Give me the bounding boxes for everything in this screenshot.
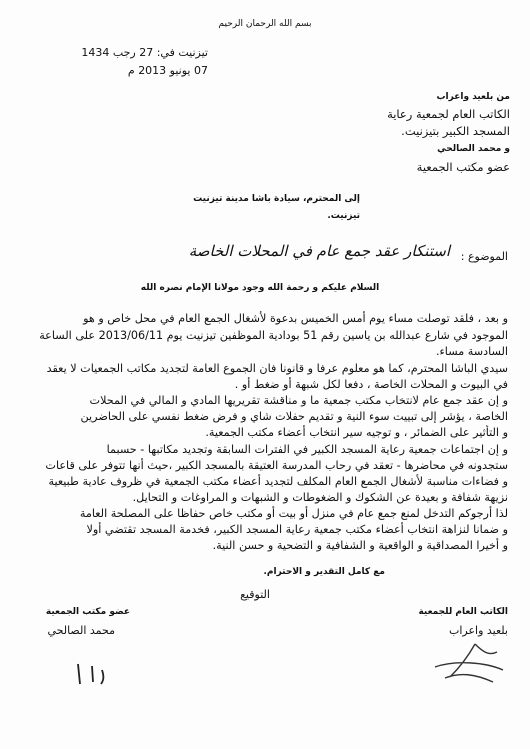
signatory-right-title: الكاتب العام للجمعية bbox=[418, 607, 508, 617]
signatory-left-name: محمد الصالحي bbox=[47, 624, 115, 637]
body-line-14: و ضمانا لنزاهة انتخاب أعضاء مكتب جمعية رعاية المسجد الكبير، فخدمة المسجد تقتضي أولا bbox=[86, 523, 508, 536]
sender-line-4: و محمد الصالحي bbox=[437, 144, 510, 154]
body-line-4: سيدي الباشا المحترم، كما هو معلوم عرفا و قانونا فان الجموع العامة لتجديد مكاتب الجمعيات لا يعقد bbox=[46, 362, 508, 375]
left-signature bbox=[68, 660, 118, 688]
date-gregorian: 07 يونيو 2013 م bbox=[127, 64, 208, 77]
body-line-6: و إن عقد جمع عام لانتخاب مكتب جمعية ما و مناقشة تقريريها المادي و المالي في المحلات bbox=[89, 394, 508, 407]
body-line-15: و أخيرا المصداقية و الواقعية و الشفافية و التضحية و حسن النية. bbox=[212, 539, 508, 552]
body-line-7: الخاصة ، يؤشر إلى تبييت سوء النية و تقديم حفلات شاي و فرض ضغط نفسي على الحاضرين bbox=[80, 410, 508, 423]
recipient-line-1: إلى المحترم، سيادة باشا مدينة تيزنيت bbox=[193, 194, 360, 204]
body-line-10: ستجدونه في محاضرها - تعقد في رحاب المدرسة العتيقة بالمسجد الكبير ،حيث أنها تتوفر على قاعات bbox=[45, 459, 508, 472]
sender-line-2: الكاتب العام لجمعية رعاية bbox=[387, 107, 510, 121]
sender-line-3: المسجد الكبير بتيزنيت. bbox=[401, 124, 510, 138]
signatory-left-title: عضو مكتب الجمعية bbox=[45, 607, 130, 617]
body-line-11: و فضاءات مناسبة لأشغال الجمع العام المكلف لتجديد أعضاء مكتب الجمعية في ظروف عادية طبيعية bbox=[48, 475, 508, 488]
subject-text: استنكار عقد جمع عام في المحلات الخاصة bbox=[188, 242, 450, 260]
sender-line-5: عضو مكتب الجمعية bbox=[416, 160, 510, 174]
body-line-1: و بعد ، فلقد توصلت مساء يوم أمس الخميس بدعوة لأشغال الجمع العام في محل خاص و هو bbox=[83, 312, 508, 325]
signatory-right-name: بلعيد واعراب bbox=[448, 624, 508, 637]
body-line-9: و إن اجتماعات جمعية رعاية المسجد الكبير في الفترات السابقة وتجديد مكاتبها - حسبما bbox=[106, 443, 508, 456]
recipient-line-2: تيزنيت. bbox=[327, 211, 360, 221]
salutation: السلام عليكم و رحمة الله وجود مولانا الإمام نصره الله bbox=[140, 283, 380, 293]
body-line-2: الموجود في شارع عبدالله بن ياسين رقم 51 بودادية الموظفين تيزنيت يوم 2013/06/11 على الساعة bbox=[39, 329, 508, 342]
body-line-3: السادسة مساء. bbox=[435, 345, 508, 358]
sender-line-1: من بلعيد واعراب bbox=[436, 92, 510, 102]
signatures-heading: التوقيع bbox=[240, 588, 270, 601]
basmala: بسم الله الرحمان الرحيم bbox=[218, 19, 312, 29]
body-line-13: لذا أرجوكم التدخل لمنع جمع عام في منزل أو بيت أو مكتب خاص حفاظا على المصلحة العامة bbox=[79, 507, 508, 520]
date-hijri: تيزنيت في: 27 رجب 1434 bbox=[81, 46, 208, 59]
subject-label: الموضوع : bbox=[460, 250, 508, 263]
right-signature bbox=[405, 632, 515, 687]
body-line-5: في البيوت و المحلات الخاصة ، دفعا لكل شبهة أو ضغط أو . bbox=[234, 378, 508, 391]
closing: مع كامل التقدير و الاحترام. bbox=[263, 567, 385, 577]
body-line-8: و التأثير على الضمائر ، و توجيه سير انتخاب أعضاء مكتب الجمعية. bbox=[205, 426, 508, 439]
body-line-12: نزيهة شفافة و بعيدة عن الشكوك و الضغوطات و الشبهات و المراوغات و التحايل. bbox=[132, 491, 508, 504]
